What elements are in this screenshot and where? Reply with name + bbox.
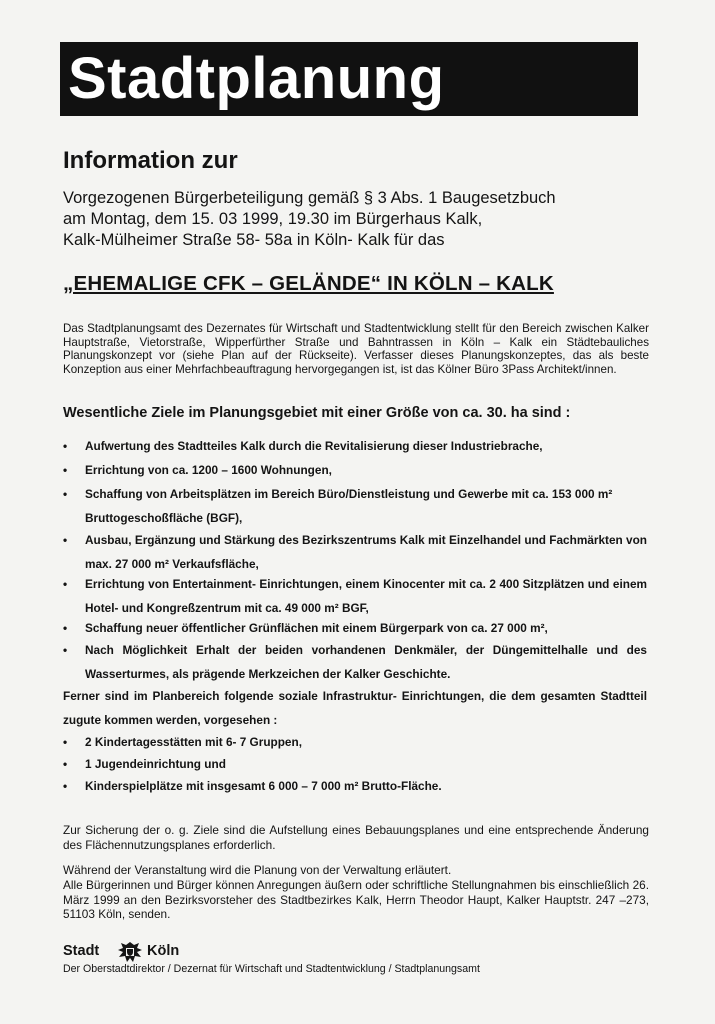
title-banner <box>60 42 638 116</box>
banner-title: Stadtplanung <box>68 46 445 111</box>
bullet: • <box>63 643 68 657</box>
intro-block <box>63 188 663 251</box>
logo-word-koeln: Köln <box>147 943 180 959</box>
facility-item <box>63 752 647 776</box>
facility-text: 2 Kindertagesstätten mit 6- 7 Gruppen, <box>85 735 302 749</box>
goal-item <box>63 638 647 686</box>
goal-text: Errichtung von Entertainment- Einrichtungen, einem Kinocenter mit ca. 2 400 Sitzplätzen und einem Hotel- und Kongreßzentrum mit ca. 49 000 m² BGF, <box>85 577 647 615</box>
facility-text: 1 Jugendeinrichtung und <box>85 757 226 771</box>
goal-item <box>63 434 647 458</box>
goal-item <box>63 616 647 640</box>
goal-text: Schaffung von Arbeitsplätzen im Bereich Büro/Dienstleistung und Gewerbe mit ca. 153 000 m² Bruttogeschoßfläche (BGF), <box>85 487 613 525</box>
bullet: • <box>63 487 68 501</box>
project-headline: „EHEMALIGE CFK – GELÄNDE“ IN KÖLN – KALK <box>63 272 554 295</box>
goal-item <box>63 458 647 482</box>
goal-text: Schaffung neuer öffentlicher Grünflächen mit einem Bürgerpark von ca. 27 000 m², <box>85 621 548 635</box>
goal-text: Nach Möglichkeit Erhalt der beiden vorhandenen Denkmäler, der Düngemittelhalle und des Wasserturmes, als prägende Merkzeichen der Kalker Geschichte. <box>85 643 647 681</box>
logo-word-stadt: Stadt <box>63 943 100 959</box>
infrastructure-intro: Ferner sind im Planbereich folgende soziale Infrastruktur- Einrichtungen, die dem gesamten Stadtteil zugute kommen werden, vorgesehen : <box>63 689 647 727</box>
footer-line: Der Oberstadtdirektor / Dezernat für Wirtschaft und Stadtentwicklung / Stadtplanungsamt <box>63 963 480 975</box>
intro-paragraph: Das Stadtplanungsamt des Dezernates für Wirtschaft und Stadtentwicklung stellt für den Bereich zwischen Kalker Hauptstraße, Vietorstraße, Wipperfürther Straße und Bahntrassen in Köln – Kalk ein Städtebauliches Planungskonzept vor (siehe Plan auf der Rückseite). Verfasser dieses Planungskonzeptes, das als beste Konzeption aus einer Mehrfachbeauftragung hervorgegangen ist, ist das Kölner Büro 3Pass Architekt/innen. <box>63 322 649 376</box>
closing-line: Während der Veranstaltung wird die Planung von der Verwaltung erläutert. <box>63 863 452 877</box>
goal-item <box>63 482 647 530</box>
closing-paragraph: Zur Sicherung der o. g. Ziele sind die Aufstellung eines Bebauungsplanes und eine entsprechende Änderung des Flächennutzungsplanes erforderlich. <box>63 823 649 852</box>
bullet: • <box>63 577 68 591</box>
bullet: • <box>63 463 68 477</box>
closing-paragraph: Alle Bürgerinnen und Bürger können Anregungen äußern oder schriftliche Stellungnahmen bis einschließlich 26. März 1999 an den Bezirksvorsteher des Stadtbezirkes Kalk, Herrn Theodor Haupt, Kalker Hauptstr. 247 –273, 51103 Köln, senden. <box>63 878 649 921</box>
goals-heading: Wesentliche Ziele im Planungsgebiet mit einer Größe von ca. 30. ha sind : <box>63 405 571 421</box>
intro-line: Kalk-Mülheimer Straße 58- 58a in Köln- Kalk für das <box>63 231 445 249</box>
goal-text: Aufwertung des Stadtteiles Kalk durch die Revitalisierung dieser Industriebrache, <box>85 439 543 453</box>
goal-text: Ausbau, Ergänzung und Stärkung des Bezirkszentrums Kalk mit Einzelhandel und Fachmärkten von max. 27 000 m² Verkaufsfläche, <box>85 533 647 571</box>
facility-item <box>63 774 647 798</box>
goal-item <box>63 572 647 620</box>
bullet: • <box>63 621 68 635</box>
bullet: • <box>63 439 68 453</box>
goal-text: Errichtung von ca. 1200 – 1600 Wohnungen, <box>85 463 332 477</box>
info-heading: Information zur <box>63 147 238 174</box>
facility-text: Kinderspielplätze mit insgesamt 6 000 – 7 000 m² Brutto-Fläche. <box>85 779 442 793</box>
goal-item <box>63 528 647 576</box>
bullet: • <box>63 533 68 547</box>
intro-line: Vorgezogenen Bürgerbeteiligung gemäß § 3 Abs. 1 Baugesetzbuch <box>63 189 556 207</box>
bullet: • <box>63 735 68 749</box>
facility-item <box>63 730 647 754</box>
cologne-coat-of-arms-icon <box>115 940 145 964</box>
bullet: • <box>63 757 68 771</box>
bullet: • <box>63 779 68 793</box>
intro-line: am Montag, dem 15. 03 1999, 19.30 im Bürgerhaus Kalk, <box>63 210 483 228</box>
